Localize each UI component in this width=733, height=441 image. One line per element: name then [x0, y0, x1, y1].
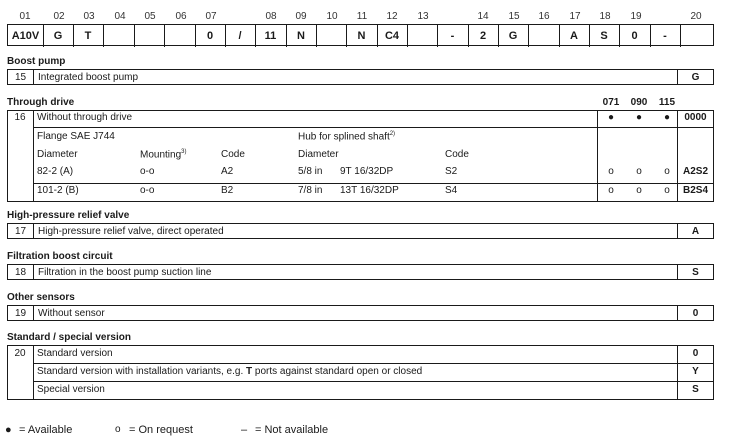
- code-cell: C4: [377, 25, 408, 47]
- available-mark: ●: [663, 112, 671, 123]
- type-code-strip: [7, 24, 714, 46]
- flange-diameter: 82-2 (A): [37, 166, 74, 177]
- row-text: High-pressure relief valve, direct operated: [38, 225, 224, 237]
- not-available-symbol: –: [241, 424, 248, 436]
- code-cell: 0: [195, 25, 226, 47]
- on-request-mark: o: [664, 166, 670, 177]
- hub-label: Hub for splined shaft$^{2)}$: [298, 131, 396, 143]
- row-number: 15: [8, 70, 34, 84]
- position-number: 01: [19, 11, 31, 22]
- code-cell: 0: [619, 25, 651, 47]
- option-row-15: [7, 69, 714, 85]
- legend-not-available: = Not available: [255, 424, 329, 436]
- order-code: A: [677, 224, 713, 238]
- code-cell: [528, 25, 560, 47]
- flange-diameter: 101-2 (B): [37, 185, 79, 196]
- version-text: Special version: [37, 384, 105, 395]
- code-cell: [134, 25, 165, 47]
- position-number: 20: [690, 11, 702, 22]
- option-row-19: [7, 305, 714, 321]
- code-cell: [407, 25, 438, 47]
- position-number: 13: [417, 11, 429, 22]
- hub-code: S2: [445, 166, 458, 177]
- row-number: 18: [8, 265, 34, 279]
- col-code: Code: [221, 149, 245, 160]
- order-code: B2S4: [682, 185, 708, 196]
- hub-diameter: 5/8 in: [298, 166, 323, 177]
- version-text: Standard version: [37, 348, 113, 359]
- col-mounting: Mounting$^{3)}$: [140, 149, 187, 161]
- position-number: 12: [386, 11, 398, 22]
- position-number: 07: [205, 11, 217, 22]
- section-title-sensors: Other sensors: [7, 292, 75, 303]
- size-090: 090: [630, 97, 648, 108]
- row-number: 19: [8, 306, 34, 320]
- code-cell: G: [43, 25, 74, 47]
- section-title-through-drive: Through drive: [7, 97, 75, 108]
- section-title-version: Standard / special version: [7, 332, 131, 343]
- order-code: G: [677, 70, 713, 84]
- code-cell: A: [559, 25, 590, 47]
- position-number: 04: [114, 11, 126, 22]
- order-code: 0000: [684, 112, 707, 123]
- code-cell: A10V: [8, 25, 44, 47]
- position-number: 02: [53, 11, 65, 22]
- flange-label: Flange SAE J744: [37, 131, 115, 142]
- on-request-mark: o: [636, 166, 642, 177]
- code-cell: 2: [468, 25, 499, 47]
- version-text: Standard version with installation variants, e.g. T ports against standard open or closed: [37, 366, 423, 377]
- size-header: [597, 97, 681, 108]
- hub-code: S4: [445, 185, 458, 196]
- available-mark: ●: [607, 112, 615, 123]
- code-cell: [164, 25, 196, 47]
- position-number: 10: [326, 11, 338, 22]
- section-title-filtration: Filtration boost circuit: [7, 251, 113, 262]
- position-number: 19: [630, 11, 642, 22]
- row-text: Filtration in the boost pump suction line: [38, 266, 212, 278]
- on-request-mark: o: [608, 166, 614, 177]
- size-115: 115: [658, 97, 676, 108]
- flange-code: B2: [221, 185, 234, 196]
- row-text: Without through drive: [37, 112, 133, 123]
- row-number: 17: [8, 224, 34, 238]
- position-number: 05: [144, 11, 156, 22]
- order-code: S: [677, 265, 713, 279]
- section-title-relief-valve: High-pressure relief valve: [7, 210, 130, 221]
- available-symbol: ●: [5, 424, 12, 436]
- row-number: 20: [14, 348, 26, 359]
- position-number: 08: [265, 11, 277, 22]
- position-number: 16: [538, 11, 550, 22]
- order-code: 0: [677, 306, 713, 320]
- code-cell: N: [286, 25, 317, 47]
- flange-code: A2: [221, 166, 234, 177]
- order-code: Y: [692, 366, 699, 377]
- on-request-mark: o: [608, 185, 614, 196]
- hub-spline: 9T 16/32DP: [340, 166, 394, 177]
- code-cell: [103, 25, 135, 47]
- order-code: S: [692, 384, 699, 395]
- position-number: 06: [175, 11, 187, 22]
- size-071: 071: [602, 97, 620, 108]
- on-request-mark: o: [664, 185, 670, 196]
- position-number: 14: [477, 11, 489, 22]
- position-number: 17: [569, 11, 581, 22]
- legend: [5, 424, 328, 436]
- position-number: 03: [83, 11, 95, 22]
- legend-available: = Available: [19, 424, 73, 436]
- hub-diameter: 7/8 in: [298, 185, 323, 196]
- code-cell: -: [437, 25, 469, 47]
- col-diameter: Diameter: [37, 149, 78, 160]
- code-cell: G: [498, 25, 529, 47]
- row-text: Without sensor: [38, 307, 105, 319]
- position-number: 18: [599, 11, 611, 22]
- order-code: A2S2: [682, 166, 708, 177]
- hub-spline: 13T 16/32DP: [340, 185, 399, 196]
- mounting-symbol: o-o: [140, 185, 155, 196]
- legend-on-request: = On request: [129, 424, 193, 436]
- on-request-mark: o: [636, 185, 642, 196]
- position-number: 09: [295, 11, 307, 22]
- code-cell: T: [73, 25, 104, 47]
- col-hub-code: Code: [445, 149, 469, 160]
- row-text: Integrated boost pump: [38, 71, 139, 83]
- position-number: 15: [508, 11, 520, 22]
- row-number: 16: [14, 112, 26, 123]
- on-request-symbol: o: [115, 424, 121, 435]
- code-cell: [316, 25, 347, 47]
- mounting-symbol: o-o: [140, 166, 155, 177]
- col-hub-diameter: Diameter: [298, 149, 339, 160]
- option-row-18: [7, 264, 714, 280]
- position-number: 11: [356, 11, 368, 22]
- code-cell: S: [589, 25, 620, 47]
- code-cell: /: [225, 25, 256, 47]
- option-row-17: [7, 223, 714, 239]
- order-code: 0: [692, 348, 699, 359]
- section-title-boost-pump: Boost pump: [7, 56, 66, 67]
- code-cell: N: [346, 25, 378, 47]
- available-mark: ●: [635, 112, 643, 123]
- code-cell: 11: [255, 25, 287, 47]
- code-cell: -: [650, 25, 681, 47]
